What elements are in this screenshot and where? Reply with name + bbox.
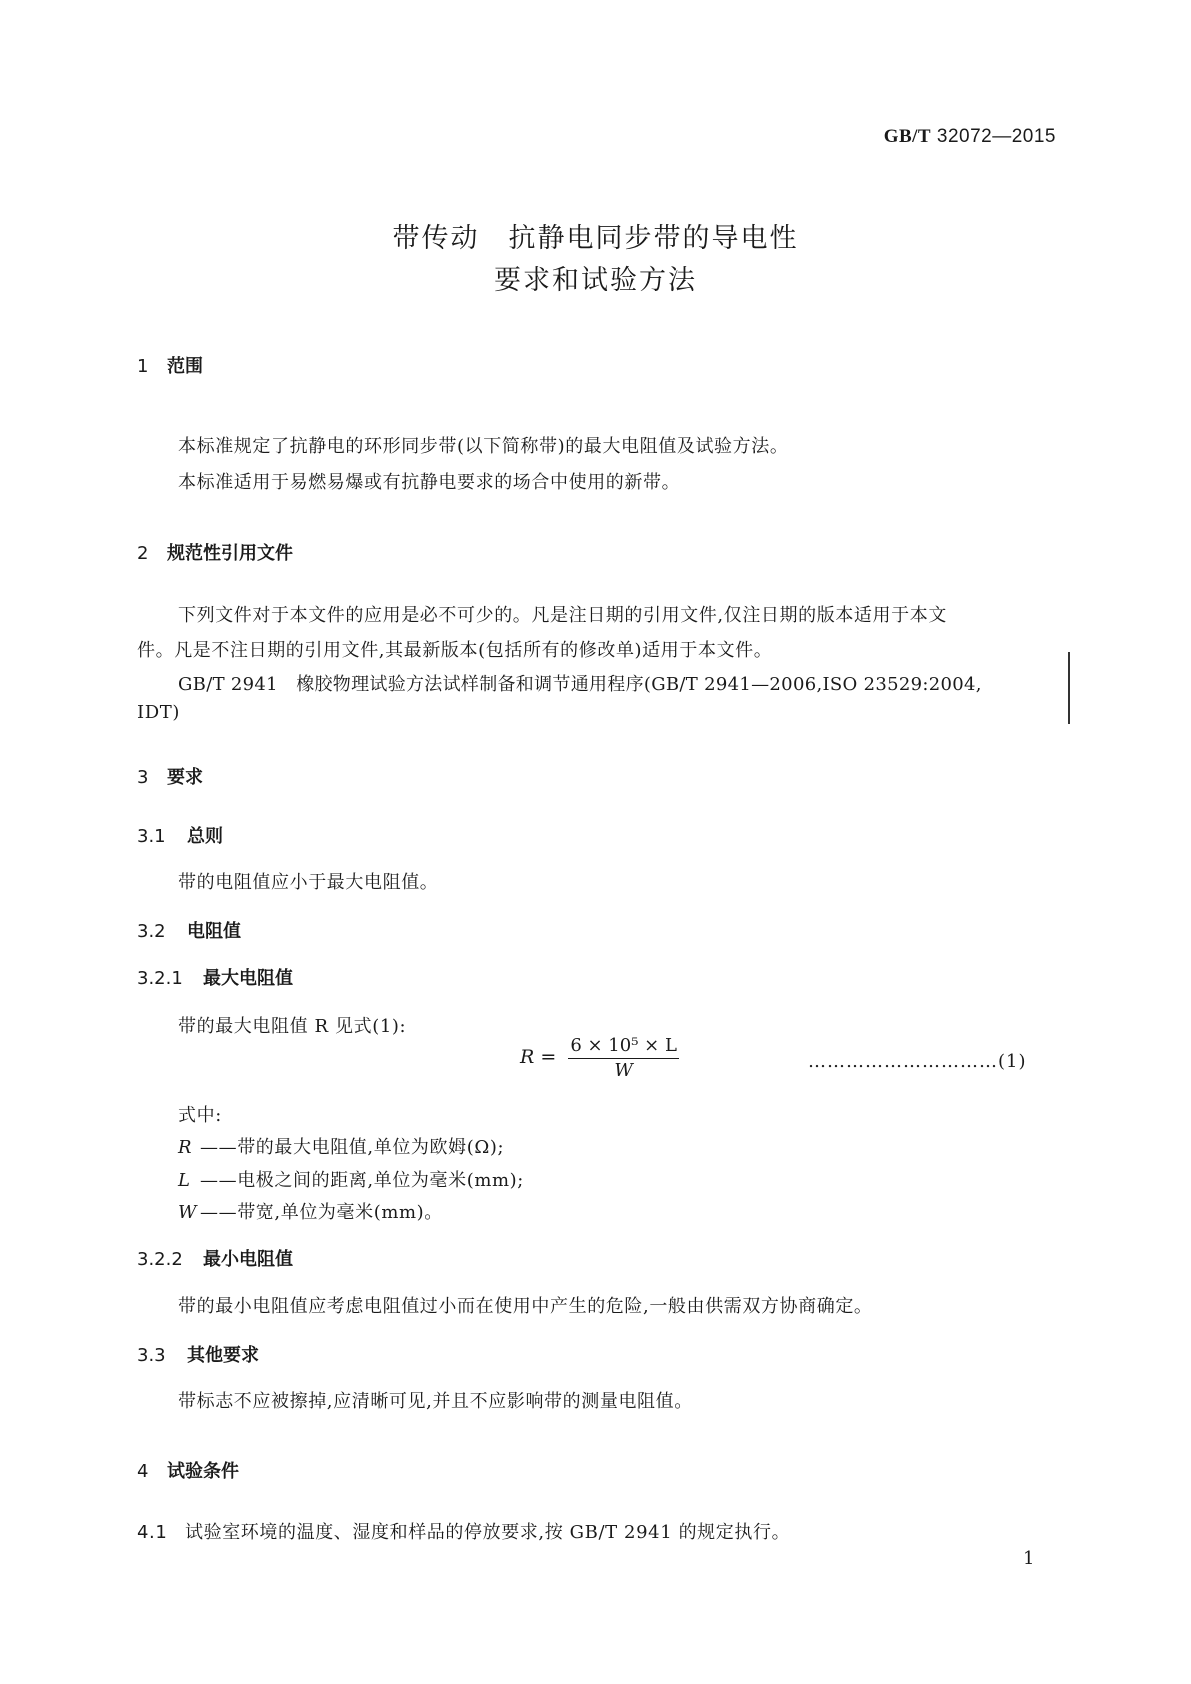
formula-equals: = <box>540 1046 557 1068</box>
section-number: 3.2.2 <box>137 1249 183 1270</box>
section-2-reference-line-2: IDT) <box>137 702 180 723</box>
where-item <box>178 1198 443 1224</box>
page-number: 1 <box>1023 1548 1035 1569</box>
section-3-2-heading <box>137 917 241 943</box>
section-3-2-2-heading <box>137 1245 293 1271</box>
section-3-2-1-paragraph: 带的最大电阻值 R 见式(1): <box>178 1016 407 1037</box>
where-symbol: L <box>178 1170 191 1191</box>
section-3-3-paragraph: 带标志不应被擦掉,应清晰可见,并且不应影响带的测量电阻值。 <box>178 1391 693 1412</box>
where-item <box>178 1133 504 1159</box>
section-3-3-heading <box>137 1341 259 1367</box>
section-4-1-paragraph <box>137 1518 790 1544</box>
change-bar <box>1068 652 1070 724</box>
section-1-heading <box>137 352 203 378</box>
section-number: 3.2.1 <box>137 968 183 989</box>
section-title: 其他要求 <box>187 1345 259 1366</box>
formula-denominator: W <box>614 1060 633 1081</box>
section-title: 最小电阻值 <box>203 1249 293 1270</box>
section-title: 试验条件 <box>167 1461 239 1482</box>
section-number: 2 <box>137 543 149 564</box>
section-title: 要求 <box>167 767 203 788</box>
section-2-paragraph-1-line-1: 下列文件对于本文件的应用是必不可少的。凡是注日期的引用文件,仅注日期的版本适用于本文 <box>178 605 947 626</box>
section-number: 4.1 <box>137 1522 168 1543</box>
section-3-1-heading <box>137 822 223 848</box>
formula-number: …………………………(1) <box>808 1051 1027 1072</box>
section-3-heading <box>137 763 203 789</box>
section-2-paragraph-1-line-2: 件。凡是不注日期的引用文件,其最新版本(包括所有的修改单)适用于本文件。 <box>137 640 773 661</box>
where-intro: 式中: <box>178 1105 222 1126</box>
section-title: 总则 <box>187 826 223 847</box>
section-2-heading <box>137 539 293 565</box>
standard-prefix: GB/T <box>883 126 932 147</box>
standard-code: 32072—2015 <box>936 126 1056 147</box>
section-4-heading <box>137 1457 239 1483</box>
section-number: 1 <box>137 356 149 377</box>
section-title: 范围 <box>167 356 203 377</box>
formula-fraction <box>568 1035 679 1081</box>
section-3-2-1-heading <box>137 964 293 990</box>
section-1-paragraph-2: 本标准适用于易燃易爆或有抗静电要求的场合中使用的新带。 <box>178 472 681 493</box>
where-symbol: R <box>178 1137 193 1158</box>
formula-lhs: R <box>520 1046 535 1068</box>
section-number: 3.2 <box>137 921 166 942</box>
section-title: 最大电阻值 <box>203 968 293 989</box>
section-3-2-2-paragraph: 带的最小电阻值应考虑电阻值过小而在使用中产生的危险,一般由供需双方协商确定。 <box>178 1296 873 1317</box>
doc-title-line1: 带传动 抗静电同步带的导电性 <box>392 223 799 254</box>
formula-numerator: 6 × 10⁵ × L <box>568 1035 679 1059</box>
where-description: ——带宽,单位为毫米(mm)。 <box>200 1202 443 1223</box>
section-title: 规范性引用文件 <box>167 543 293 564</box>
section-4-1-text: 试验室环境的温度、湿度和样品的停放要求,按 GB/T 2941 的规定执行。 <box>185 1522 791 1543</box>
section-number: 3.3 <box>137 1345 166 1366</box>
section-3-1-paragraph: 带的电阻值应小于最大电阻值。 <box>178 872 439 893</box>
section-1-paragraph-1: 本标准规定了抗静电的环形同步带(以下简称带)的最大电阻值及试验方法。 <box>178 436 789 457</box>
section-title: 电阻值 <box>187 921 241 942</box>
where-description: ——带的最大电阻值,单位为欧姆(Ω); <box>200 1137 505 1158</box>
section-number: 4 <box>137 1461 149 1482</box>
where-description: ——电极之间的距离,单位为毫米(mm); <box>200 1170 524 1191</box>
where-symbol: W <box>178 1202 198 1223</box>
formula-1 <box>520 1035 679 1081</box>
standard-number <box>884 126 1056 148</box>
doc-title-line2: 要求和试验方法 <box>494 265 697 296</box>
section-number: 3 <box>137 767 149 788</box>
section-number: 3.1 <box>137 826 166 847</box>
section-2-reference-line-1: GB/T 2941 橡胶物理试验方法试样制备和调节通用程序(GB/T 2941—2006,ISO 23529:2004, <box>178 674 982 695</box>
where-item <box>178 1166 524 1192</box>
